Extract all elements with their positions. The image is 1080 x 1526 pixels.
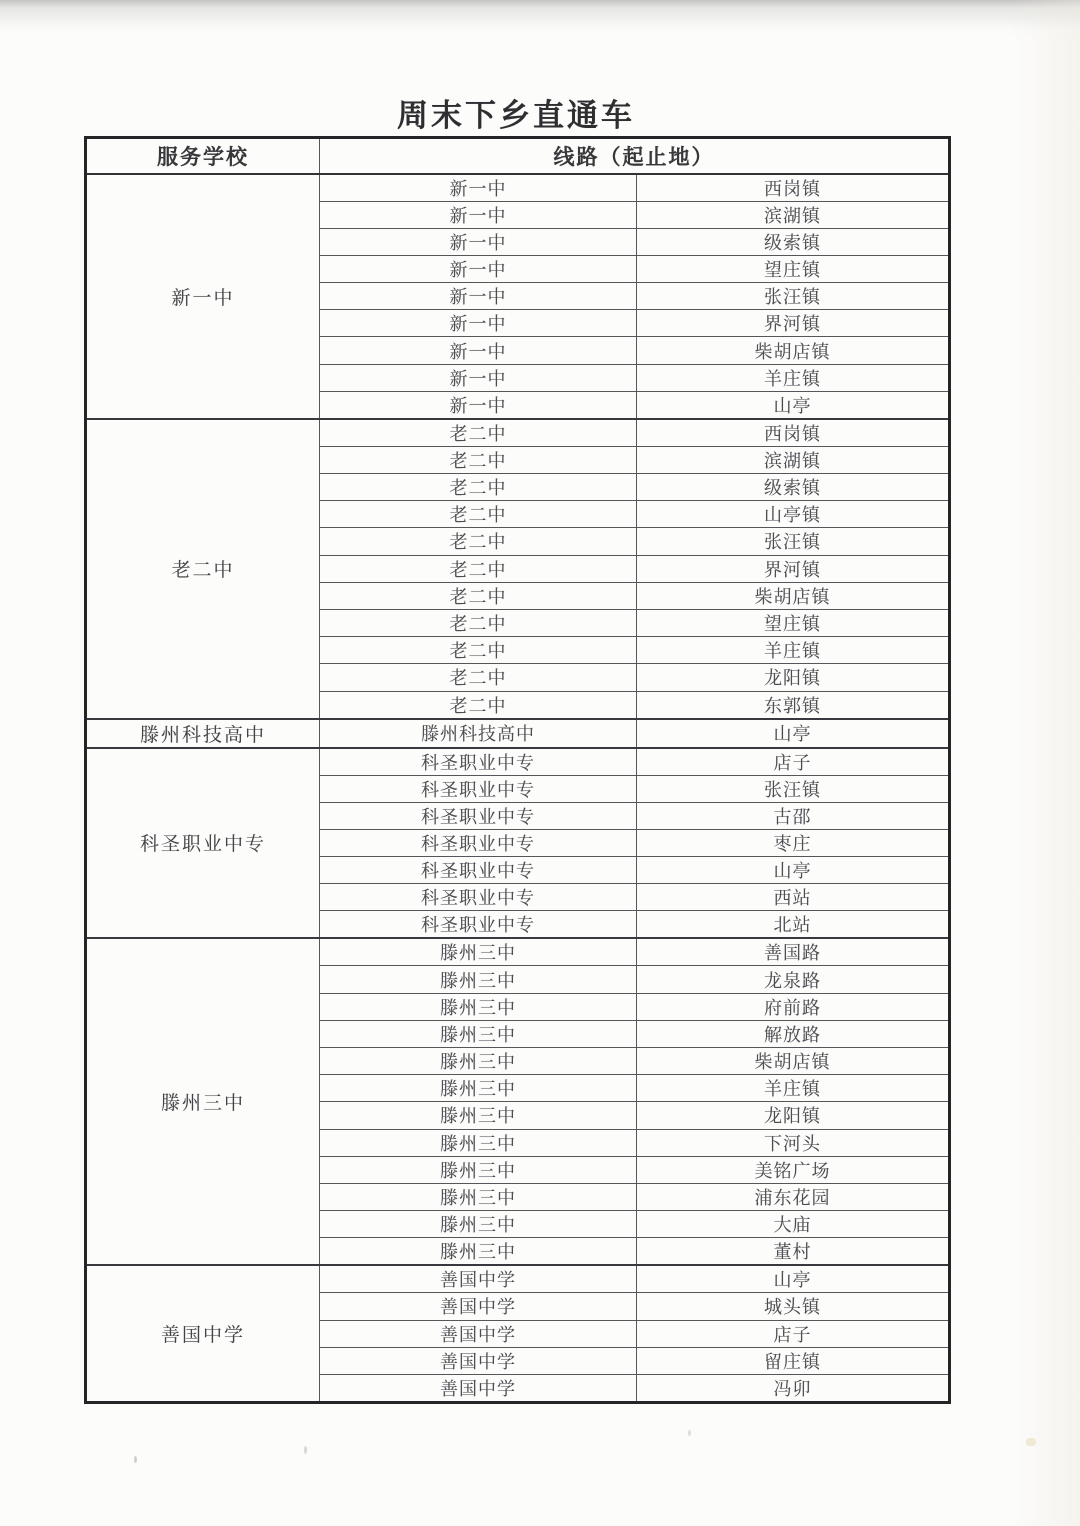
- table-header: [86, 138, 950, 174]
- route-origin-cell: 老二中: [320, 528, 637, 555]
- route-destination-cell: 下河头: [637, 1129, 950, 1156]
- route-origin-cell: 滕州三中: [320, 1129, 637, 1156]
- route-destination-cell: 美铭广场: [637, 1156, 950, 1183]
- route-origin-cell: 新一中: [320, 337, 637, 364]
- route-destination-cell: 龙泉路: [637, 966, 950, 993]
- route-origin-cell: 老二中: [320, 664, 637, 691]
- route-destination-cell: 东郭镇: [637, 691, 950, 719]
- scan-edge-artifact: [0, 0, 1080, 34]
- route-origin-cell: 科圣职业中专: [320, 911, 637, 939]
- route-destination-cell: 大庙: [637, 1211, 950, 1238]
- route-destination-cell: 望庄镇: [637, 609, 950, 636]
- route-origin-cell: 科圣职业中专: [320, 857, 637, 884]
- route-destination-cell: 羊庄镇: [637, 1075, 950, 1102]
- route-destination-cell: 府前路: [637, 993, 950, 1020]
- route-destination-cell: 善国路: [637, 938, 950, 966]
- route-origin-cell: 滕州三中: [320, 1238, 637, 1266]
- route-origin-cell: 老二中: [320, 555, 637, 582]
- route-destination-cell: 解放路: [637, 1020, 950, 1047]
- bus-routes-table: [84, 136, 951, 1404]
- school-group-cell: 新一中: [86, 174, 320, 419]
- route-destination-cell: 城头镇: [637, 1293, 950, 1320]
- route-destination-cell: 浦东花园: [637, 1183, 950, 1210]
- table-row: [86, 174, 950, 202]
- route-origin-cell: 新一中: [320, 255, 637, 282]
- route-origin-cell: 滕州三中: [320, 1102, 637, 1129]
- route-origin-cell: 科圣职业中专: [320, 802, 637, 829]
- table-row: [86, 938, 950, 966]
- route-origin-cell: 新一中: [320, 283, 637, 310]
- route-destination-cell: 古邵: [637, 802, 950, 829]
- route-destination-cell: 龙阳镇: [637, 1102, 950, 1129]
- route-destination-cell: 山亭: [637, 719, 950, 748]
- route-origin-cell: 老二中: [320, 474, 637, 501]
- route-destination-cell: 西站: [637, 884, 950, 911]
- scan-edge-shade: [1010, 0, 1080, 1526]
- route-origin-cell: 老二中: [320, 691, 637, 719]
- route-destination-cell: 柴胡店镇: [637, 1048, 950, 1075]
- route-destination-cell: 界河镇: [637, 555, 950, 582]
- route-origin-cell: 滕州三中: [320, 938, 637, 966]
- col-header-school: 服务学校: [86, 138, 320, 174]
- route-origin-cell: 善国中学: [320, 1347, 637, 1374]
- route-destination-cell: 级索镇: [637, 228, 950, 255]
- route-origin-cell: 科圣职业中专: [320, 884, 637, 911]
- scan-speck: [304, 1446, 307, 1454]
- table-row: [86, 719, 950, 748]
- school-group-cell: 善国中学: [86, 1265, 320, 1402]
- route-origin-cell: 善国中学: [320, 1320, 637, 1347]
- route-destination-cell: 级索镇: [637, 474, 950, 501]
- route-destination-cell: 柴胡店镇: [637, 337, 950, 364]
- route-destination-cell: 界河镇: [637, 310, 950, 337]
- route-destination-cell: 龙阳镇: [637, 664, 950, 691]
- route-destination-cell: 张汪镇: [637, 528, 950, 555]
- route-origin-cell: 老二中: [320, 446, 637, 473]
- route-origin-cell: 科圣职业中专: [320, 829, 637, 856]
- route-destination-cell: 山亭: [637, 1265, 950, 1293]
- scan-speck: [688, 1430, 691, 1436]
- route-origin-cell: 科圣职业中专: [320, 775, 637, 802]
- route-destination-cell: 枣庄: [637, 829, 950, 856]
- route-origin-cell: 新一中: [320, 391, 637, 419]
- header-row: [86, 138, 950, 174]
- routes-tbody: [86, 174, 950, 1403]
- scan-speck: [134, 1456, 137, 1463]
- school-group-cell: 滕州三中: [86, 938, 320, 1265]
- route-origin-cell: 新一中: [320, 201, 637, 228]
- route-origin-cell: 滕州三中: [320, 1048, 637, 1075]
- route-destination-cell: 留庄镇: [637, 1347, 950, 1374]
- table-row: [86, 419, 950, 447]
- route-origin-cell: 新一中: [320, 174, 637, 202]
- route-destination-cell: 羊庄镇: [637, 364, 950, 391]
- route-origin-cell: 新一中: [320, 310, 637, 337]
- school-group-cell: 滕州科技高中: [86, 719, 320, 748]
- route-origin-cell: 滕州三中: [320, 993, 637, 1020]
- route-destination-cell: 望庄镇: [637, 255, 950, 282]
- page-title: 周末下乡直通车: [397, 98, 635, 133]
- school-group-cell: 老二中: [86, 419, 320, 719]
- route-origin-cell: 新一中: [320, 364, 637, 391]
- route-destination-cell: 山亭: [637, 857, 950, 884]
- route-destination-cell: 店子: [637, 1320, 950, 1347]
- route-origin-cell: 善国中学: [320, 1374, 637, 1402]
- route-destination-cell: 柴胡店镇: [637, 582, 950, 609]
- route-origin-cell: 滕州三中: [320, 1075, 637, 1102]
- route-destination-cell: 山亭镇: [637, 501, 950, 528]
- route-origin-cell: 滕州三中: [320, 1211, 637, 1238]
- route-origin-cell: 滕州科技高中: [320, 719, 637, 748]
- route-origin-cell: 老二中: [320, 609, 637, 636]
- route-origin-cell: 老二中: [320, 419, 637, 447]
- route-origin-cell: 滕州三中: [320, 966, 637, 993]
- table-row: [86, 1265, 950, 1293]
- route-origin-cell: 善国中学: [320, 1293, 637, 1320]
- route-origin-cell: 滕州三中: [320, 1020, 637, 1047]
- route-destination-cell: 冯卯: [637, 1374, 950, 1402]
- route-origin-cell: 科圣职业中专: [320, 748, 637, 776]
- route-destination-cell: 滨湖镇: [637, 446, 950, 473]
- table-row: [86, 748, 950, 776]
- route-destination-cell: 董村: [637, 1238, 950, 1266]
- col-header-route: 线路（起止地）: [320, 138, 950, 174]
- route-origin-cell: 老二中: [320, 637, 637, 664]
- route-destination-cell: 西岗镇: [637, 174, 950, 202]
- route-destination-cell: 山亭: [637, 391, 950, 419]
- route-destination-cell: 店子: [637, 748, 950, 776]
- route-origin-cell: 善国中学: [320, 1265, 637, 1293]
- school-group-cell: 科圣职业中专: [86, 748, 320, 939]
- route-origin-cell: 新一中: [320, 228, 637, 255]
- route-origin-cell: 老二中: [320, 582, 637, 609]
- route-destination-cell: 张汪镇: [637, 775, 950, 802]
- route-destination-cell: 西岗镇: [637, 419, 950, 447]
- route-destination-cell: 滨湖镇: [637, 201, 950, 228]
- route-origin-cell: 老二中: [320, 501, 637, 528]
- route-origin-cell: 滕州三中: [320, 1156, 637, 1183]
- route-destination-cell: 北站: [637, 911, 950, 939]
- route-destination-cell: 羊庄镇: [637, 637, 950, 664]
- route-destination-cell: 张汪镇: [637, 283, 950, 310]
- route-origin-cell: 滕州三中: [320, 1183, 637, 1210]
